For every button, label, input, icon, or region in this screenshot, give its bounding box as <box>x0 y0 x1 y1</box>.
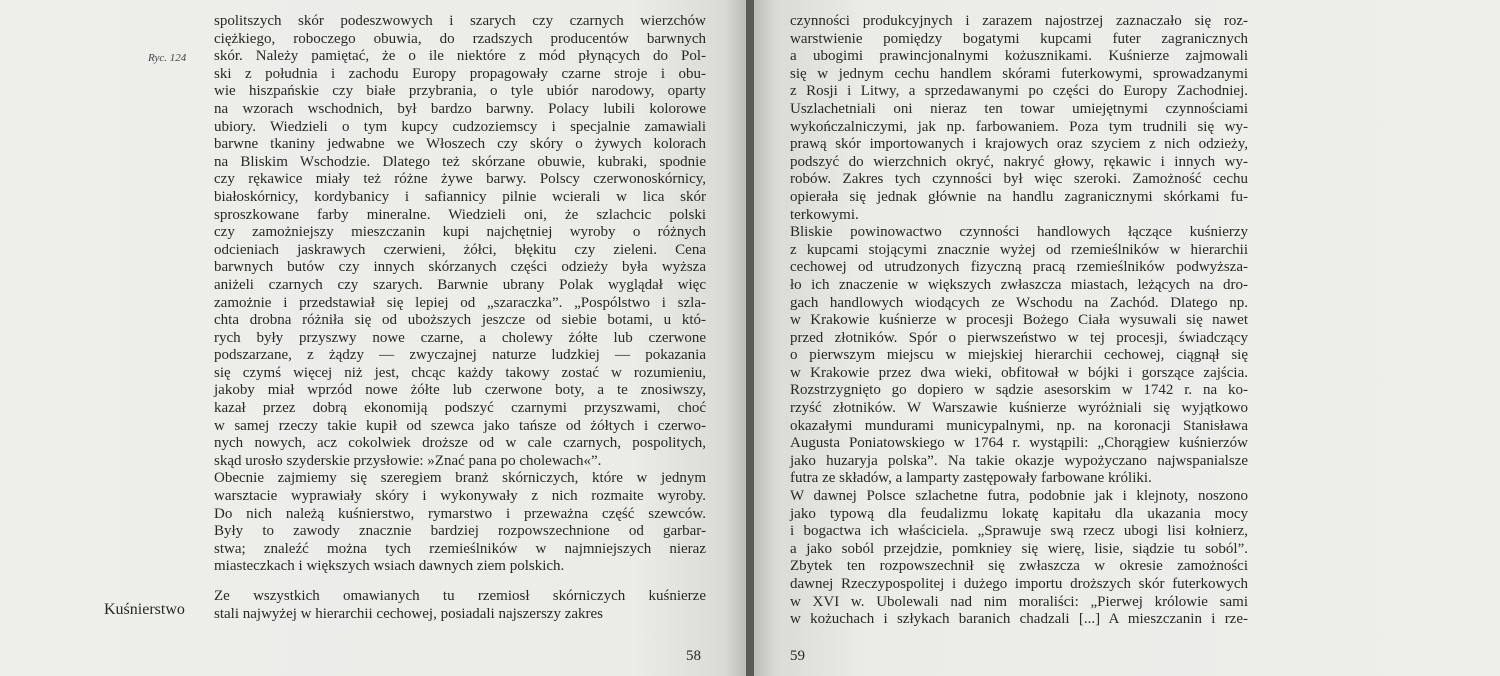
text-line: podszarzane, z żądzy — zwyczajnej naturze ludzkiej — pokazania <box>214 347 706 364</box>
text-line: ubiory. Wiedzieli o tym kupcy cudzoziemscy i specjalnie zamawiali <box>214 118 706 135</box>
text-line: w Krakowie kuśnierze w procesji Bożego Ciała wysuwali się nawet <box>790 312 1248 329</box>
text-line: w XVI w. Ubolewali nad nim moraliści: „Pierwej królowie sami <box>790 593 1248 610</box>
text-line: barwne tkaniny jedwabne we Włoszech czy skóry o żywych kolorach <box>214 136 706 153</box>
text-line: ciężkiego, roboczego obuwia, do rzadszych producentów barwnych <box>214 30 706 47</box>
page-number-right: 59 <box>790 648 805 664</box>
text-line: Ze wszystkich omawianych tu rzemiosł skórniczych kuśnierze <box>214 588 706 604</box>
text-line: w samej rzeczy takie kupił od szewca jako tańsze od żółtych i czerwo- <box>214 417 706 434</box>
text-line: skór. Należy pamiętać, że o ile niektóre z mód płynących do Pol- <box>214 48 706 65</box>
text-line: ski z południa i zachodu Europy propagowały czarne stroje i obu- <box>214 65 706 82</box>
text-line: w kożuchach i szłykach baranich chadzali [...] A mieszczanin i rze- <box>790 611 1248 628</box>
text-line: barwnych butów czy innych skórzanych części odzieży była wyższa <box>214 259 706 276</box>
text-line: Augusta Poniatowskiego w 1764 r. wystąpili: „Chorągiew kuśnierzów <box>790 435 1248 452</box>
text-line: jako huzaryja polska”. Na takie okazje wypożyczano najwspanialsze <box>790 452 1248 469</box>
text-line: w Krakowie przez dwa wieki, obfitował w bójki i gorszące zajścia. <box>790 364 1248 381</box>
text-line: przed złotników. Spór o pierwszeństwo w tej procesji, świadczący <box>790 329 1248 346</box>
text-line: stwa; znaleźć można tych rzemieślników w najmniejszych nieraz <box>214 540 706 557</box>
text-line: Do nich należą kuśnierstwo, rymarstwo i przeważna część szewców. <box>214 505 706 522</box>
text-line: się w jednym cechu handlem skórami futerkowymi, sprowadzanymi <box>790 65 1248 82</box>
text-line: a ubogimi prawincjonalnymi kożusznikami. Kuśnierze zajmowali <box>790 48 1248 65</box>
text-line: podszyć do wierzchnich okryć, nakryć głowy, rękawic i innych wy- <box>790 153 1248 170</box>
text-line: rych były przyszwy nowe czarne, a cholewy żółte lub czerwone <box>214 329 706 346</box>
text-line: chta drobna różniła się od uboższych jeszcze od siebie botami, u któ- <box>214 312 706 329</box>
text-line: i bogactwa ich właściciela. „Sprawuje swą rzecz ubogi lisi kołnierz, <box>790 523 1248 540</box>
text-line: białoskórnicy, kordybanicy i safiannicy pilnie wcierali w lica skór <box>214 188 706 205</box>
right-body-text <box>790 13 1248 629</box>
text-line: warstwienie pomiędzy bogatymi kupcami futer zagranicznych <box>790 30 1248 47</box>
text-line: dawnej Rzeczypospolitej i dużego importu droższych skór futerkowych <box>790 576 1248 592</box>
text-line: prawą skór importowanych i krajowych oraz szyciem z nich odzieży, <box>790 136 1248 153</box>
text-line: W dawnej Polsce szlachetne futra, podobnie jak i klejnoty, noszono <box>790 488 1248 505</box>
text-line: Zbytek ten rozpowszechnił się zwłaszcza w okresie zamożności <box>790 558 1248 575</box>
text-line: Były to zawody znacznie bardziej rozpowszechnione od garbar- <box>214 523 706 540</box>
text-line: ło ich znaczenie w większych zwłaszcza miastach, leżących na dro- <box>790 276 1248 293</box>
text-line: stali najwyżej w hierarchii cechowej, posiadali najszerszy zakres <box>214 605 603 622</box>
section-heading: Kuśnierstwo <box>104 601 185 618</box>
left-body-text <box>214 13 706 623</box>
text-line: czynności produkcyjnych i zarazem najostrzej zaznaczało się roz- <box>790 13 1248 29</box>
text-line: robów. Zakres tych czynności był więc szeroki. Zamożność cechu <box>790 171 1248 188</box>
left-page <box>0 0 746 676</box>
text-line: okazałymi mundurami municypalnymi, np. na koronacji Stanisława <box>790 417 1248 434</box>
text-line: Bliskie powinowactwo czynności handlowych łączące kuśnierzy <box>790 224 1248 241</box>
book-gutter <box>746 0 754 676</box>
text-line: terkowymi. <box>790 206 859 223</box>
right-page <box>754 0 1500 676</box>
text-line: opierała się jednak głównie na handlu zagranicznymi skórkami fu- <box>790 188 1248 205</box>
text-line: odcieniach jaskrawych czerwieni, żółci, błękitu czy zieleni. Cena <box>214 241 706 258</box>
text-line: sproszkowane farby mineralne. Wiedzieli oni, że szlachcic polski <box>214 206 706 223</box>
paragraph-gap <box>214 576 706 588</box>
text-line: czy rękawice miały też różne żywe barwy. Polscy czerwonoskórnicy, <box>214 171 706 188</box>
text-line: spolitszych skór podeszwowych i szarych czy czarnych wierzchów <box>214 13 706 29</box>
text-line: jakoby miał wprzód nowe żółte lub czerwone boty, a te znosiwszy, <box>214 382 706 399</box>
text-line: czy zamożniejszy mieszczanin kupi najchętniej wyroby o różnych <box>214 224 706 241</box>
text-line: na Bliskim Wschodzie. Dlatego też skórzane obuwie, kubraki, spodnie <box>214 153 706 170</box>
text-line: nych nowych, acz cokolwiek droższe od w cale czarnych, pospolitych, <box>214 435 706 452</box>
text-line: Uszlachetniali oni nieraz ten towar umiejętnymi czynnościami <box>790 100 1248 117</box>
figure-reference: Ryc. 124 <box>148 52 187 64</box>
text-line: miasteczkach i większych wsiach dawnych ziem polskich. <box>214 558 565 575</box>
text-line: warsztacie wyprawiały skóry i wykonywały z nich rozmaite wyroby. <box>214 488 706 505</box>
text-line: o pierwszym miejscu w miejskiej hierarchii cechowej, ciągnął się <box>790 347 1248 364</box>
page-number-left: 58 <box>686 648 701 664</box>
text-line: kazał przez dobrą ekonomiją podszyć czarnymi przyszwami, choć <box>214 400 706 417</box>
text-line: a jako soból przejdzie, pomkniey się wierę, lisie, siądzie tu soból”. <box>790 540 1248 557</box>
text-line: na wzorach wschodnich, był bardzo barwny. Polacy lubili kolorowe <box>214 100 706 117</box>
text-line: Rozstrzygnięto go dopiero w sądzie asesorskim w 1742 r. na ko- <box>790 382 1248 399</box>
text-line: rzyść złotników. W Warszawie kuśnierze wyróżniali się wyjątkowo <box>790 400 1248 417</box>
text-line: cechowej od utrudzonych fizyczną pracą rzemieślników podwyższa- <box>790 259 1248 276</box>
text-line: z kupcami stojącymi znacznie wyżej od rzemieślników w hierarchii <box>790 241 1248 258</box>
text-line: zamożnie i przedstawiał się lepiej od „szaraczka”. „Pospólstwo i szla- <box>214 294 706 311</box>
text-line: futra ze składów, a lamparty zastępowały farbowane króliki. <box>790 470 1152 487</box>
text-line: aniżeli czarnych czy szarych. Barwnie ubrany Polak wyglądał więc <box>214 276 706 293</box>
text-line: jako typową dla feudalizmu lokatę kapitału dla ukazania mocy <box>790 505 1248 522</box>
text-line: się czymś więcej niż jest, chcąc każdy takowy zostać w rozumieniu, <box>214 364 706 381</box>
text-line: Obecnie zajmiemy się szeregiem branż skórniczych, które w jednym <box>214 470 706 487</box>
text-line: gach handlowych wiodących ze Wschodu na Zachód. Dlatego np. <box>790 294 1248 311</box>
text-line: skąd urosło szyderskie przysłowie: »Znać pana po cholewach«”. <box>214 452 602 469</box>
text-line: z Rosji i Litwy, a sprzedawanymi po części do Europy Zachodniej. <box>790 83 1248 100</box>
text-line: wykończalniczymi, jak np. farbowaniem. Poza tym trudnili się wy- <box>790 118 1248 135</box>
text-line: wie hiszpańskie czy białe przybrania, o tyle ubiór narodowy, oparty <box>214 83 706 100</box>
